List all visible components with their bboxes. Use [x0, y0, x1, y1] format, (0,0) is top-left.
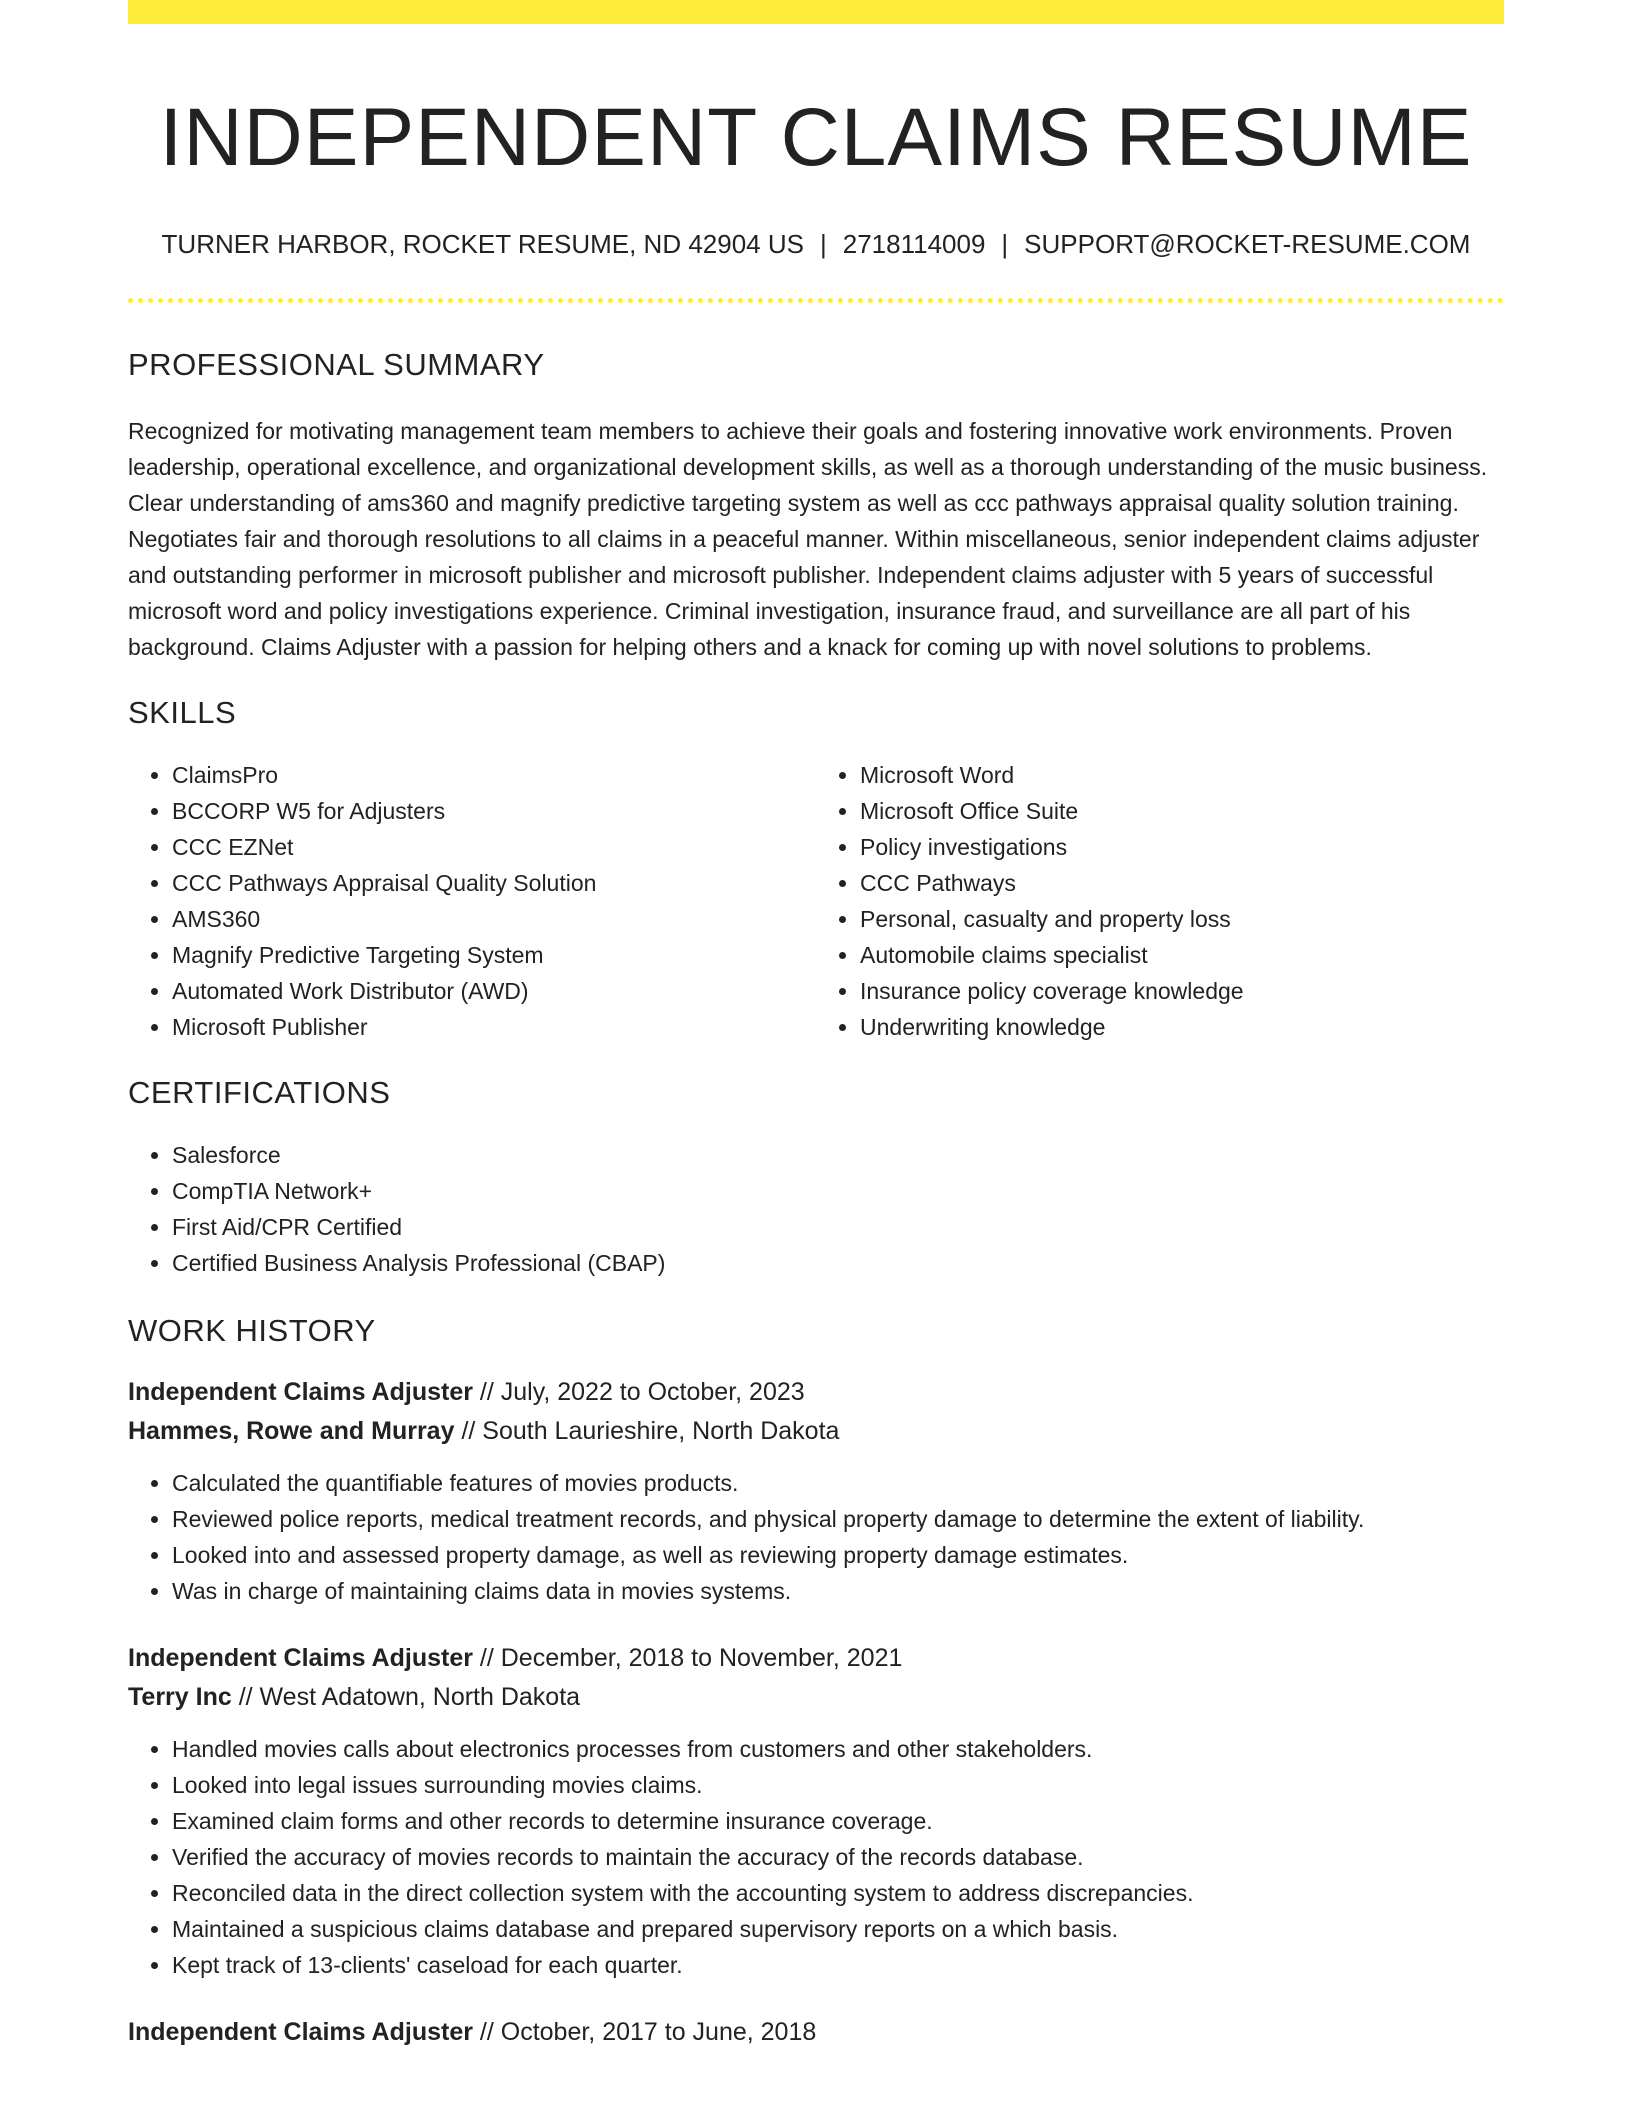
- job-bullet: • Reconciled data in the direct collection system with the accounting system to address discrepancies.: [172, 1875, 1504, 1911]
- skill-item: • CCC Pathways: [860, 865, 1504, 901]
- job-title-line: [128, 2013, 1504, 2052]
- job-title: Independent Claims Adjuster: [128, 1644, 473, 1672]
- job-company-line: [128, 1412, 1504, 1451]
- accent-top-bar: [128, 0, 1504, 24]
- job-bullet: • Was in charge of maintaining claims data in movies systems.: [172, 1573, 1504, 1609]
- job-dates: // December, 2018 to November, 2021: [472, 1644, 903, 1672]
- skill-item: • Microsoft Office Suite: [860, 793, 1504, 829]
- job-company: Terry Inc: [128, 1683, 232, 1711]
- job-bullet: • Maintained a suspicious claims database and prepared supervisory reports on a which basis.: [172, 1911, 1504, 1947]
- skill-item: • Policy investigations: [860, 829, 1504, 865]
- certification-item: • First Aid/CPR Certified: [172, 1209, 1504, 1245]
- skill-item: • Microsoft Word: [860, 757, 1504, 793]
- contact-address: TURNER HARBOR, ROCKET RESUME, ND 42904 US: [161, 229, 804, 259]
- certification-item: • Salesforce: [172, 1137, 1504, 1173]
- contact-separator: |: [1001, 229, 1009, 259]
- skill-item: • Insurance policy coverage knowledge: [860, 973, 1504, 1009]
- resume-title: INDEPENDENT CLAIMS RESUME: [159, 92, 1473, 183]
- job-bullet: • Kept track of 13-clients' caseload for each quarter.: [172, 1947, 1504, 1983]
- skill-item: • Personal, casualty and property loss: [860, 901, 1504, 937]
- job-bullet: • Handled movies calls about electronics processes from customers and other stakeholders.: [172, 1731, 1504, 1767]
- contact-line: [128, 226, 1504, 262]
- job-dates: // October, 2017 to June, 2018: [472, 2018, 817, 2046]
- certifications-heading: CERTIFICATIONS: [128, 1075, 391, 1110]
- job-bullet: • Calculated the quantifiable features of movies products.: [172, 1465, 1504, 1501]
- skill-item: • ClaimsPro: [172, 757, 816, 793]
- certification-item: • CompTIA Network+: [172, 1173, 1504, 1209]
- certifications-list: [128, 1137, 1504, 1281]
- job-entry: [128, 2013, 1504, 2052]
- contact-separator: |: [819, 229, 827, 259]
- skill-item: • Automobile claims specialist: [860, 937, 1504, 973]
- contact-email: SUPPORT@ROCKET-RESUME.COM: [1024, 229, 1471, 259]
- job-bullets: [128, 1465, 1504, 1609]
- job-company-line: [128, 1678, 1504, 1717]
- work-history-heading: WORK HISTORY: [128, 1313, 376, 1348]
- skill-item: • Automated Work Distributor (AWD): [172, 973, 816, 1009]
- job-title: Independent Claims Adjuster: [128, 2018, 473, 2046]
- job-entry: [128, 1639, 1504, 1983]
- job-company: Hammes, Rowe and Murray: [128, 1417, 455, 1445]
- summary-heading: PROFESSIONAL SUMMARY: [128, 347, 545, 382]
- job-bullets: [128, 1731, 1504, 1983]
- job-bullet: • Examined claim forms and other records to determine insurance coverage.: [172, 1803, 1504, 1839]
- job-bullet: • Verified the accuracy of movies records to maintain the accuracy of the records database.: [172, 1839, 1504, 1875]
- job-title-line: [128, 1639, 1504, 1678]
- skill-item: • CCC EZNet: [172, 829, 816, 865]
- job-bullet: • Looked into legal issues surrounding movies claims.: [172, 1767, 1504, 1803]
- dotted-divider: [128, 298, 1504, 303]
- skills-heading: SKILLS: [128, 695, 237, 730]
- job-bullet: • Looked into and assessed property damage, as well as reviewing property damage estimates.: [172, 1537, 1504, 1573]
- skill-item: • CCC Pathways Appraisal Quality Solution: [172, 865, 816, 901]
- job-bullet: • Reviewed police reports, medical treatment records, and physical property damage to determine the extent of liability.: [172, 1501, 1504, 1537]
- skill-item: • Underwriting knowledge: [860, 1009, 1504, 1045]
- job-title-line: [128, 1373, 1504, 1412]
- summary-text: Recognized for motivating management team members to achieve their goals and fostering innovative work environments. Proven leadership, operational excellence, and organizational development skills, as well as a thorough understanding of the music business. Clear understanding of ams360 and magnify predictive targeting system as well as ccc pathways appraisal quality solution training. Negotiates fair and thorough resolutions to all claims in a peaceful manner. Within miscellaneous, senior independent claims adjuster and outstanding performer in microsoft publisher and microsoft publisher. Independent claims adjuster with 5 years of successful microsoft word and policy investigations experience. Criminal investigation, insurance fraud, and surveillance are all part of his background. Claims Adjuster with a passion for helping others and a knack for coming up with novel solutions to problems.: [128, 418, 1488, 660]
- certification-item: • Certified Business Analysis Professional (CBAP): [172, 1245, 1504, 1281]
- skills-list-right: [816, 757, 1504, 1045]
- skill-item: • Microsoft Publisher: [172, 1009, 816, 1045]
- skills-list-left: [128, 757, 816, 1045]
- skill-item: • Magnify Predictive Targeting System: [172, 937, 816, 973]
- job-dates: // July, 2022 to October, 2023: [472, 1378, 805, 1406]
- resume-page: [128, 0, 1504, 2052]
- skill-item: • AMS360: [172, 901, 816, 937]
- contact-phone: 2718114009: [842, 229, 986, 259]
- skill-item: • BCCORP W5 for Adjusters: [172, 793, 816, 829]
- job-location: // West Adatown, North Dakota: [231, 1683, 581, 1711]
- job-entry: [128, 1373, 1504, 1609]
- skills-columns: [128, 757, 1504, 1045]
- job-title: Independent Claims Adjuster: [128, 1378, 473, 1406]
- job-location: // South Laurieshire, North Dakota: [454, 1417, 840, 1445]
